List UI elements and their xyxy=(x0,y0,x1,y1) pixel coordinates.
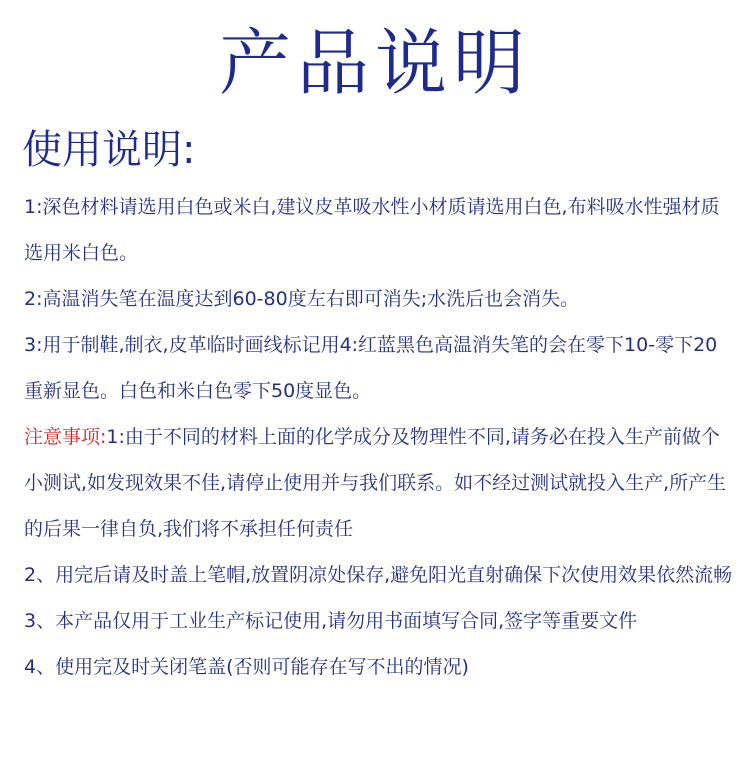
section-heading: 使用说明: xyxy=(22,127,196,173)
notice-paragraph xyxy=(24,414,736,552)
notice-text: 1:由于不同的材料上面的化学成分及物理性不同,请务必在投入生产前做个小测试,如发现效果不佳,请停止使用并与我们联系。如不经过测试就投入生产,所产生的后果一律自负,我们将不承担任何责任 xyxy=(24,426,727,540)
notice-label: 注意事项: xyxy=(24,426,107,448)
instructions-body xyxy=(24,184,736,690)
instruction-paragraph-2: 2:高温消失笔在温度达到60-80度左右即可消失;水洗后也会消失。 xyxy=(24,288,580,310)
note-item-2: 2、用完后请及时盖上笔帽,放置阴凉处保存,避免阳光直射确保下次使用效果依然流畅 xyxy=(24,564,733,586)
note-item-3: 3、本产品仅用于工业生产标记使用,请勿用书面填写合同,签字等重要文件 xyxy=(24,610,638,632)
note-item-4: 4、使用完及时关闭笔盖(否则可能存在写不出的情况) xyxy=(24,656,469,678)
instruction-paragraph-1: 1:深色材料请选用白色或米白,建议皮革吸水性小材质请选用白色,布料吸水性强材质选用米白色。 xyxy=(24,196,720,264)
instruction-paragraph-3: 3:用于制鞋,制衣,皮革临时画线标记用4:红蓝黑色高温消失笔的会在零下10-零下20重新显色。白色和米白色零下50度显色。 xyxy=(24,334,718,402)
page-title: 产品说明 xyxy=(218,21,531,105)
